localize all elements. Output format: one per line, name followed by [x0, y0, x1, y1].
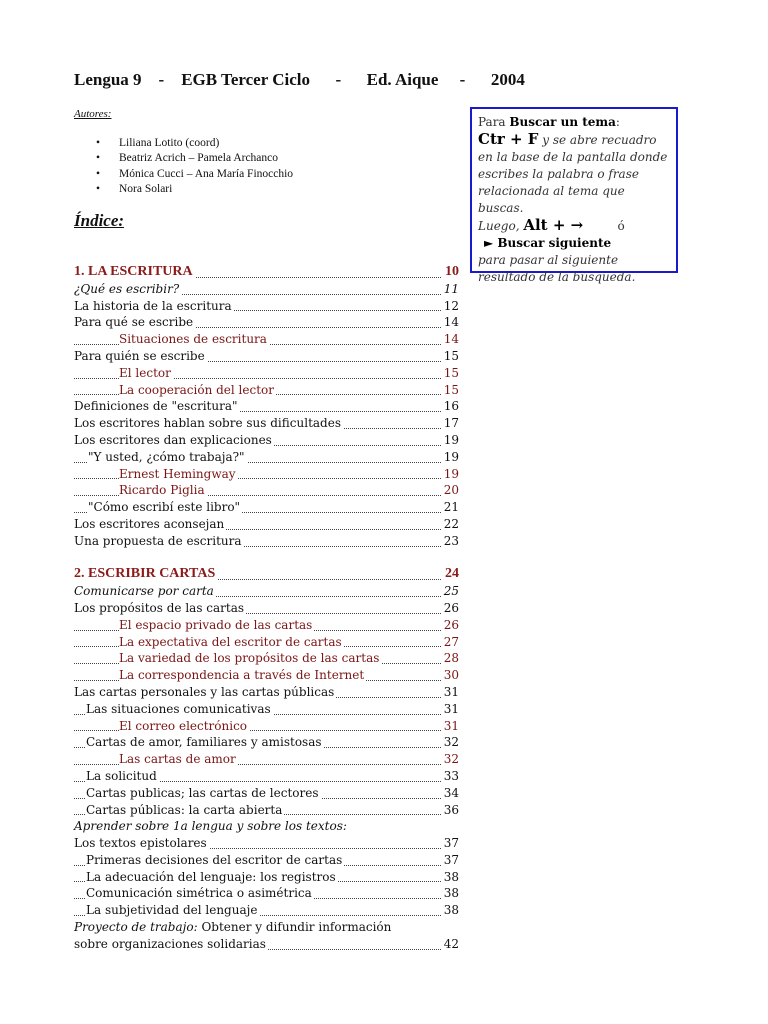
toc-page: 36 [441, 802, 459, 819]
toc-title: Los textos epistolares [74, 836, 207, 851]
toc-page: 37 [441, 852, 459, 869]
toc-title: Ernest Hemingway [119, 466, 236, 481]
toc-page: 31 [441, 684, 459, 701]
toc-page: 17 [441, 415, 459, 432]
index-title: Índice: [74, 211, 125, 230]
toc-entry [74, 499, 459, 516]
toc-page: 14 [441, 331, 459, 348]
toc-entry [74, 482, 459, 499]
toc-page: 14 [441, 314, 459, 331]
toc-page: 19 [441, 466, 459, 483]
find-next-label: ► Buscar siguiente [484, 236, 612, 250]
toc-title: Las situaciones comunicativas [86, 701, 271, 716]
toc-title: Los escritores dan explicaciones [74, 432, 272, 447]
toc-page: 26 [441, 617, 459, 634]
toc-title: Situaciones de escritura [119, 332, 267, 347]
toc-entry [74, 617, 459, 634]
help-o: ó [583, 219, 625, 233]
toc-entry [74, 550, 459, 567]
toc-title: La adecuación del lenguaje: los registros [86, 869, 336, 884]
authors-label: Autores: [74, 108, 112, 120]
toc-entry [74, 314, 459, 331]
toc-entry [74, 936, 459, 953]
toc-page: 31 [441, 718, 459, 735]
toc-entry [74, 667, 459, 684]
toc-entry [74, 298, 459, 315]
toc-page: 27 [441, 634, 459, 651]
toc-page: 15 [441, 348, 459, 365]
toc-page: 20 [441, 482, 459, 499]
toc-page: 16 [441, 398, 459, 415]
help-next-text: para pasar al siguiente resultado de la búsqueda. [478, 253, 636, 284]
toc-title: Cartas publicas; las cartas de lectores [86, 785, 319, 800]
toc-title: Ricardo Piglia [119, 483, 205, 498]
toc-page: 15 [441, 365, 459, 382]
toc-page: 42 [441, 936, 459, 953]
toc-entry [74, 566, 459, 583]
toc-page: 21 [441, 499, 459, 516]
alt-keys: Alt + → [523, 216, 584, 234]
table-of-contents [74, 264, 459, 953]
toc-title: La solicitud [86, 768, 157, 783]
toc-entry [74, 398, 459, 415]
toc-title: 1. LA ESCRITURA [74, 264, 193, 279]
toc-title: La subjetividad del lenguaje [86, 903, 258, 918]
toc-page: 32 [441, 734, 459, 751]
toc-page: 38 [441, 869, 459, 886]
toc-page: 15 [441, 382, 459, 399]
toc-title: Primeras decisiones del escritor de cartas [86, 852, 343, 867]
toc-entry [74, 785, 459, 802]
toc-title-italic: Proyecto de trabajo: [74, 920, 198, 935]
help-colon: : [615, 115, 620, 129]
toc-title: 2. ESCRIBIR CARTAS [74, 566, 216, 582]
toc-page: 38 [441, 885, 459, 902]
document-header: Lengua 9 - EGB Tercer Ciclo - Ed. Aique - 2004 [74, 70, 525, 89]
toc-title: Comunicación simétrica o asimétrica [86, 886, 312, 901]
help-text: y se abre recuadro en la base de la pantalla donde escribes la palabra o frase relacionada al tema que buscas. [478, 133, 668, 215]
toc-page: 23 [441, 533, 459, 550]
author-item: • Nora Solari [96, 182, 293, 197]
toc-entry [74, 449, 459, 466]
toc-title: Cartas públicas: la carta abierta [86, 802, 283, 817]
toc-page: 32 [441, 751, 459, 768]
toc-entry [74, 281, 459, 298]
toc-entry [74, 701, 459, 718]
toc-title: sobre organizaciones solidarias [74, 936, 266, 951]
author-item: • Mónica Cucci – Ana María Finocchio [96, 167, 293, 182]
toc-page: 19 [441, 449, 459, 466]
toc-entry [74, 348, 459, 365]
toc-page: 28 [441, 650, 459, 667]
toc-entry [74, 600, 459, 617]
toc-title: Las cartas de amor [119, 752, 236, 767]
toc-title: Cartas de amor, familiares y amistosas [86, 735, 322, 750]
toc-entry [74, 751, 459, 768]
toc-title: La expectativa del escritor de cartas [119, 634, 342, 649]
toc-title: Los escritores hablan sobre sus dificultades [74, 416, 341, 431]
toc-entry [74, 802, 459, 819]
toc-entry [74, 533, 459, 550]
toc-entry [74, 734, 459, 751]
toc-title: La variedad de los propósitos de las cartas [119, 651, 380, 666]
toc-title: La historia de la escritura [74, 298, 232, 313]
toc-page: 30 [441, 667, 459, 684]
ctrl-f-keys: Ctr + F [478, 130, 539, 148]
toc-page: 19 [441, 432, 459, 449]
toc-page: 25 [441, 583, 459, 600]
toc-entry [74, 516, 459, 533]
help-luego: Luego, [478, 219, 524, 233]
toc-title: Aprender sobre 1a lengua y sobre los textos: [74, 819, 347, 834]
toc-entry [74, 684, 459, 701]
toc-entry [74, 264, 459, 281]
toc-page: 33 [441, 768, 459, 785]
author-item: • Liliana Lotito (coord) [96, 136, 293, 151]
search-help-box [470, 107, 678, 284]
toc-entry [74, 365, 459, 382]
author-item: • Beatriz Acrich – Pamela Archanco [96, 151, 293, 166]
toc-entry [74, 818, 459, 835]
toc-title: ¿Qué es escribir? [74, 281, 180, 296]
toc-page: 31 [441, 701, 459, 718]
toc-entry [74, 650, 459, 667]
help-bold: Buscar un tema [509, 115, 616, 129]
help-prefix: Para [478, 115, 510, 129]
toc-entry [74, 415, 459, 432]
toc-title: Las cartas personales y las cartas públicas [74, 684, 335, 699]
toc-title: Una propuesta de escritura [74, 533, 242, 548]
toc-title: La cooperación del lector [119, 382, 274, 397]
toc-entry [74, 718, 459, 735]
toc-title: La correspondencia a través de Internet [119, 668, 365, 683]
toc-entry [74, 432, 459, 449]
toc-title: Proyecto de trabajo: Obtener y difundir información [74, 920, 392, 935]
toc-page: 24 [442, 566, 459, 583]
toc-title: El lector [119, 365, 171, 380]
toc-title: Comunicarse por carta [74, 584, 214, 599]
toc-entry [74, 902, 459, 919]
toc-entry [74, 466, 459, 483]
toc-title: El espacio privado de las cartas [119, 617, 313, 632]
toc-entry [74, 634, 459, 651]
toc-title: Los propósitos de las cartas [74, 600, 245, 615]
toc-entry [74, 919, 459, 936]
toc-entry [74, 382, 459, 399]
toc-title: Para quién se escribe [74, 348, 205, 363]
toc-entry [74, 768, 459, 785]
toc-page: 26 [441, 600, 459, 617]
toc-entry [74, 835, 459, 852]
toc-title: "Cómo escribí este libro" [88, 500, 241, 515]
toc-page: 37 [441, 835, 459, 852]
toc-page: 12 [441, 298, 459, 315]
toc-entry [74, 852, 459, 869]
authors-list [96, 136, 293, 197]
toc-page: 10 [442, 264, 459, 281]
toc-entry [74, 331, 459, 348]
toc-page: 11 [441, 281, 459, 298]
toc-page: 22 [441, 516, 459, 533]
toc-entry [74, 885, 459, 902]
toc-title: Los escritores aconsejan [74, 516, 225, 531]
toc-entry [74, 869, 459, 886]
toc-page: 34 [441, 785, 459, 802]
toc-title: El correo electrónico [119, 718, 248, 733]
toc-entry [74, 583, 459, 600]
toc-title: Definiciones de "escritura" [74, 399, 238, 414]
toc-title: "Y usted, ¿cómo trabaja?" [88, 449, 245, 464]
toc-page: 38 [441, 902, 459, 919]
toc-title: Para qué se escribe [74, 315, 194, 330]
